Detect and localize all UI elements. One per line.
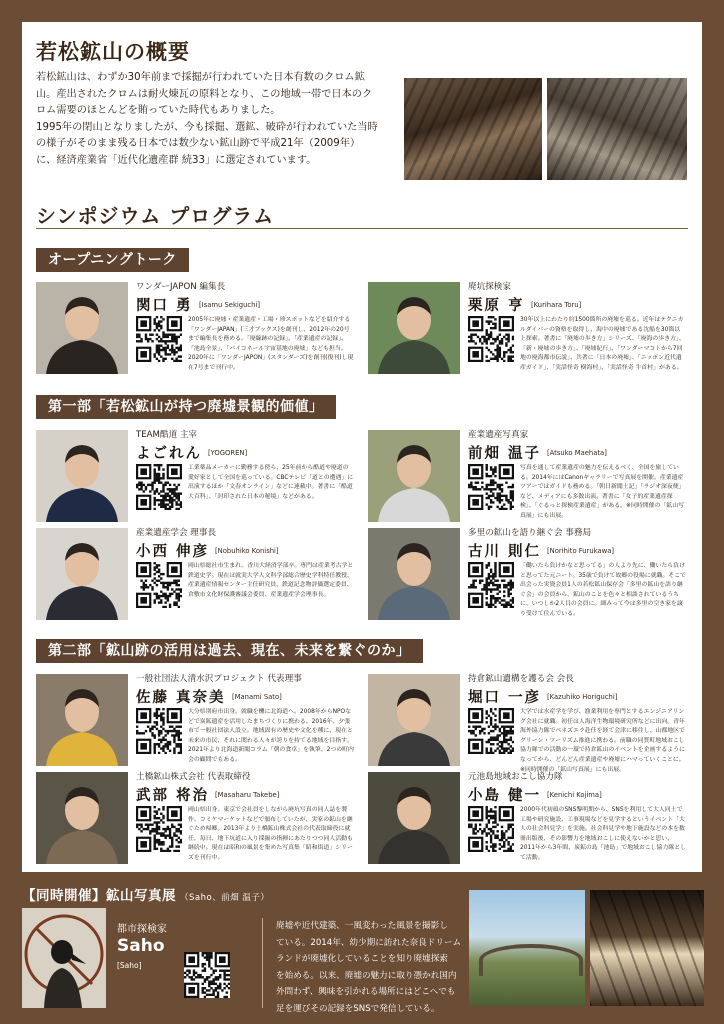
overview-line: 1995年の閉山となりましたが、今も採掘、選鉱、破砕が行われていた当時 (36, 121, 378, 133)
speaker-portrait (36, 430, 128, 522)
speaker-romaji: [Norihito Furukawa] (547, 547, 615, 555)
speaker-name: 前畑 温子 (468, 446, 542, 462)
program-divider (36, 228, 688, 229)
program-title: シンポジウム プログラム (36, 204, 275, 228)
exhibit-romaji: [Saho] (117, 961, 142, 970)
speaker-bio: 30年以上にわたり約1500箇所の廃墟を巡る。近年はテクニカルダイバーの資格を取得し、海中の廃墟である沈船を30箇以上探索。著書に「廃墟の歩き方」シリーズ、「廃海の歩き方」、「新・廃墟の歩き方」、「廃墟紀行」、「ワンダーマコトから7回地の廃海都市伝説」、共著に「日本の廃墟」、「ニッポン近代遺産ガイド」、「実話怪奇 樹海村」、「実話怪奇 牛首村」がある。 (520, 317, 685, 371)
speaker-name: よごれん (136, 446, 202, 462)
speaker-bio: 2000年代初頭のSNS黎明期から、SNSを利用して大人同士で工場や研究施設、工事現場などを見学するというイベント「大人の社会科見学」を実施。社会科見学や地下施設などの本を数冊出版後、その影響力を地域おこしに使えないかと思い、2011年から3年間、炭鉱の島「池島」で地域おこし協力隊として活動。 (520, 807, 687, 861)
main-sheet (22, 22, 702, 872)
speaker-bio: 大学では水産学を学び、漁業利用を専門とするエンジニアリング会社に就職。初任は人海洋生物環境研究所などに出向。青年海外協力隊でベネズエラ赴任を経て会津に移住し、山都地区でグリーン・ツーリズム推進に携わる。前職の同質町地域おこし協力隊での活動の一環で持倉鉱山のイベントを企画するようになってから、どんどん産業遺産や廃墟にハマっていくことに。※同時開催の「鉱山写真展」にも出展。 (520, 709, 685, 773)
speaker-role: 持倉鉱山遺構を護る会 会長 (468, 674, 574, 684)
exhibit-name: Saho (117, 936, 165, 956)
speaker-romaji: [YOGOREN] (208, 449, 248, 457)
section-band-part2: 第二部「鉱山跡の活用は過去、現在、未来を繋ぐのか」 (36, 639, 423, 663)
speaker-card (36, 772, 354, 864)
speaker-name: 栗原 亨 (468, 298, 525, 314)
overview-title: 若松鉱山の概要 (36, 40, 190, 64)
speaker-name: 小島 健一 (468, 788, 542, 804)
speaker-name: 関口 勇 (136, 298, 193, 314)
speaker-romaji: [Kurihara Toru] (531, 301, 582, 309)
overview-line: 山。産出されたクロムは耐火煉瓦の原料となり、この地域一帯で日本のク (36, 88, 373, 100)
exhibit-line: を始める。以来、廃墟の魅力に取り憑かれ国内 (276, 970, 457, 981)
dreamland-ruins-photo (469, 890, 585, 1006)
overview-line: 若松鉱山は、わずか30年前まで採掘が行われていた日本有数のクロム鉱 (36, 72, 365, 83)
speaker-name: 小西 伸彦 (136, 544, 210, 560)
speaker-role: 多里の鉱山を語り継ぐ会 事務局 (468, 528, 592, 538)
speaker-bio: 大分県別府市出身。就職を機に北海道へ。2008年からNPOなどで炭鉱遺産を活用したまちづくりに携わる。2016年、夕張市で一般社団法人設立。地域固有の歴史や文化を種に、現在と未来の市民、それに関わる人々が誇りを持てる地域を目指す。2021年より北海道新聞コラム「朝の食卓」を執筆。2つの町内会の顧問でもある。 (188, 709, 354, 763)
speaker-name: 堀口 一彦 (468, 690, 542, 706)
exhibit-qr-code[interactable] (184, 952, 230, 998)
speaker-qr-code[interactable] (468, 562, 514, 608)
speaker-role: 産業遺産写真家 (468, 430, 529, 440)
mine-ore-chute-photo (547, 78, 687, 180)
exhibit-line: ランドが廃墟化していることを知り廃墟探索 (276, 954, 448, 964)
speaker-portrait (36, 282, 128, 374)
overview-line: ロム需要のほとんどを賄っていた時代もありました。 (36, 105, 281, 116)
speaker-bio: 「働いたら負けかなと思ってる」の人より先に、働いたら負けと思ってた元ニート。35歳で負けて故郷の役場に就職。そこで出会った実資会員1人の若松鉱山保存会「多里の鉱山を語り継ぐ会」の会員から、鉱山のことを色々と相談されているうちに、いつしか2人目の会員に。細みって今は多里の空き家を譲り受けて住んでいる。 (520, 563, 687, 617)
exhibit-line: ている。2014年、幼少期に訪れた奈良ドリーム (276, 937, 462, 948)
speaker-role: 廃坑探検家 (468, 282, 511, 292)
saho-portrait (22, 908, 106, 1008)
speaker-qr-code[interactable] (468, 708, 514, 754)
speaker-role: 一般社団法人清水沢プロジェクト 代表理事 (136, 674, 302, 684)
speaker-portrait (36, 674, 128, 766)
speaker-card (368, 772, 686, 864)
exhibit-text (276, 918, 462, 1017)
speaker-portrait (368, 674, 460, 766)
speaker-romaji: [Masaharu Takebe] (215, 791, 280, 799)
exhibit-line: 廃墟や近代建築、一風変わった風景を撮影し (276, 921, 448, 931)
speaker-card (368, 430, 686, 522)
speaker-role: ワンダーJAPON 編集長 (136, 282, 226, 292)
speaker-role: TEAM酷道 主宰 (136, 430, 198, 440)
speaker-romaji: [Manami Sato] (232, 693, 282, 701)
speaker-role: 産業遺産学会 理事長 (136, 528, 217, 538)
speaker-romaji: [Atsuko Maehata] (547, 449, 607, 457)
speaker-romaji: [Isamu Sekiguchi] (199, 301, 260, 309)
speaker-qr-code[interactable] (136, 316, 182, 362)
speaker-card (36, 674, 354, 766)
speaker-role: 元池島地域おこし協力隊 (468, 772, 563, 782)
speaker-bio: 写真を通して産業遺産の魅力を伝えるべく、全国を旅している。2014年にはCanonギャラリーで写真展を開催。産業遺産ツアーではガイドも務める。「朝日新聞土記」「ラジオ深夜便」など、メディアにも多数出演。著書に「女子的産業遺産探検」、「ぐるっと探検産業遺産」がある。※同時開催の「鉱山写真展」にも出展。 (520, 465, 685, 519)
speaker-bio: 工業薬品メーカーに勤務する傍ら、25年前から酷道や廃道の愛好家として全国を巡っている。CBCテレビ「道との遭遇」に出演するほか「文春オンライン」などに連載中。著書に「酷道大百科」、「封印された日本の秘境」などがある。 (188, 465, 354, 500)
exhibit-heading (22, 884, 269, 904)
speaker-qr-code[interactable] (468, 806, 514, 852)
speaker-card (368, 528, 686, 620)
industrial-interior-photo (590, 890, 704, 1006)
speaker-qr-code[interactable] (468, 464, 514, 510)
speaker-romaji: [Kazuhiko Horiguchi] (547, 693, 618, 701)
speaker-name: 武部 将治 (136, 788, 210, 804)
exhibit-role: 都市探検家 (117, 924, 167, 935)
speaker-card (368, 282, 686, 374)
exhibit-heading-sub: （Saho、前畑 温子） (180, 893, 270, 903)
overview-line: に、経済産業省「近代化遺産群 続33」に選定されています。 (36, 154, 317, 166)
speaker-qr-code[interactable] (136, 708, 182, 754)
speaker-name: 古川 則仁 (468, 544, 542, 560)
speaker-name: 佐藤 真奈美 (136, 690, 226, 706)
speaker-qr-code[interactable] (136, 464, 182, 510)
speaker-bio: 2005年に廃墟・産業遺産・工場・珍スポットなどを紹介する「ワンダーJAPAN」(三才ブックス)を創刊し、2012年の20号まで編集長を務める。「廃線跡の記録」、「産業遺産の記録」、「池島全景」、「パイコネール宇宙基地の廃墟」なども担当。2020年に「ワンダーJAPON」(スタンダーズ)を創刊(復刊)し現在7号まで刊行中。 (188, 317, 354, 371)
speaker-portrait (368, 772, 460, 864)
speaker-card (36, 282, 354, 374)
speaker-card (36, 528, 354, 620)
exhibit-divider (262, 918, 263, 1008)
speaker-romaji: [Kenichi Kojima] (547, 791, 602, 799)
speaker-role: 土橋鉱山株式会社 代表取締役 (136, 772, 251, 782)
speaker-bio: 岡山県出身。東京で会社員をしながら廃坑写真の同人誌を製作。コミケマーケットなどで頒布していたが、実家の鉱山を継ぐため帰郷。2013年より土橋鉱山株式会社の代表取締役に就任。毎日、地下坑道に入り採掘の指揮にあたりつつ同人活動も継続中。現在は昭和の風景を集めた写真集「昭和街道」シリーズを刊行中。 (188, 807, 353, 861)
speaker-bio: 岡山県総社市生まれ。香川大経済学部卒。専門は産業考古学と鉄道史学。現在は就実大学人文科学部総合歴史学科特任教授、産業遺産情報センター主任研究員、鉄道記念物評価選定委員、倉敷市文化財保護審議会委員、産業遺産学会理事長。 (188, 563, 354, 598)
speaker-portrait (368, 528, 460, 620)
speaker-card (36, 430, 354, 522)
speaker-qr-code[interactable] (468, 316, 514, 362)
section-band-part1: 第一部「若松鉱山が持つ廃墟景観的価値」 (36, 395, 336, 419)
speaker-romaji: [Nobuhiko Konishi] (215, 547, 279, 555)
exhibit-line: 足を運びその記録をSNSで発信している。 (276, 1003, 440, 1014)
exhibit-line: 外問わず、興味を引かれる場所にはどこへでも (276, 987, 456, 997)
speaker-portrait (368, 282, 460, 374)
exhibit-heading-main: 【同時開催】鉱山写真展 (22, 888, 176, 904)
overview-text (36, 70, 400, 169)
speaker-qr-code[interactable] (136, 562, 182, 608)
speaker-portrait (368, 430, 460, 522)
mine-machinery-photo (404, 78, 542, 180)
section-band-opening: オープニングトーク (36, 248, 189, 272)
speaker-portrait (36, 772, 128, 864)
speaker-card (368, 674, 686, 773)
overview-line: の様子がそのまま残る日本では数少ない鉱山跡で平成21年（2009年） (36, 138, 361, 149)
speaker-qr-code[interactable] (136, 806, 182, 852)
speaker-portrait (36, 528, 128, 620)
